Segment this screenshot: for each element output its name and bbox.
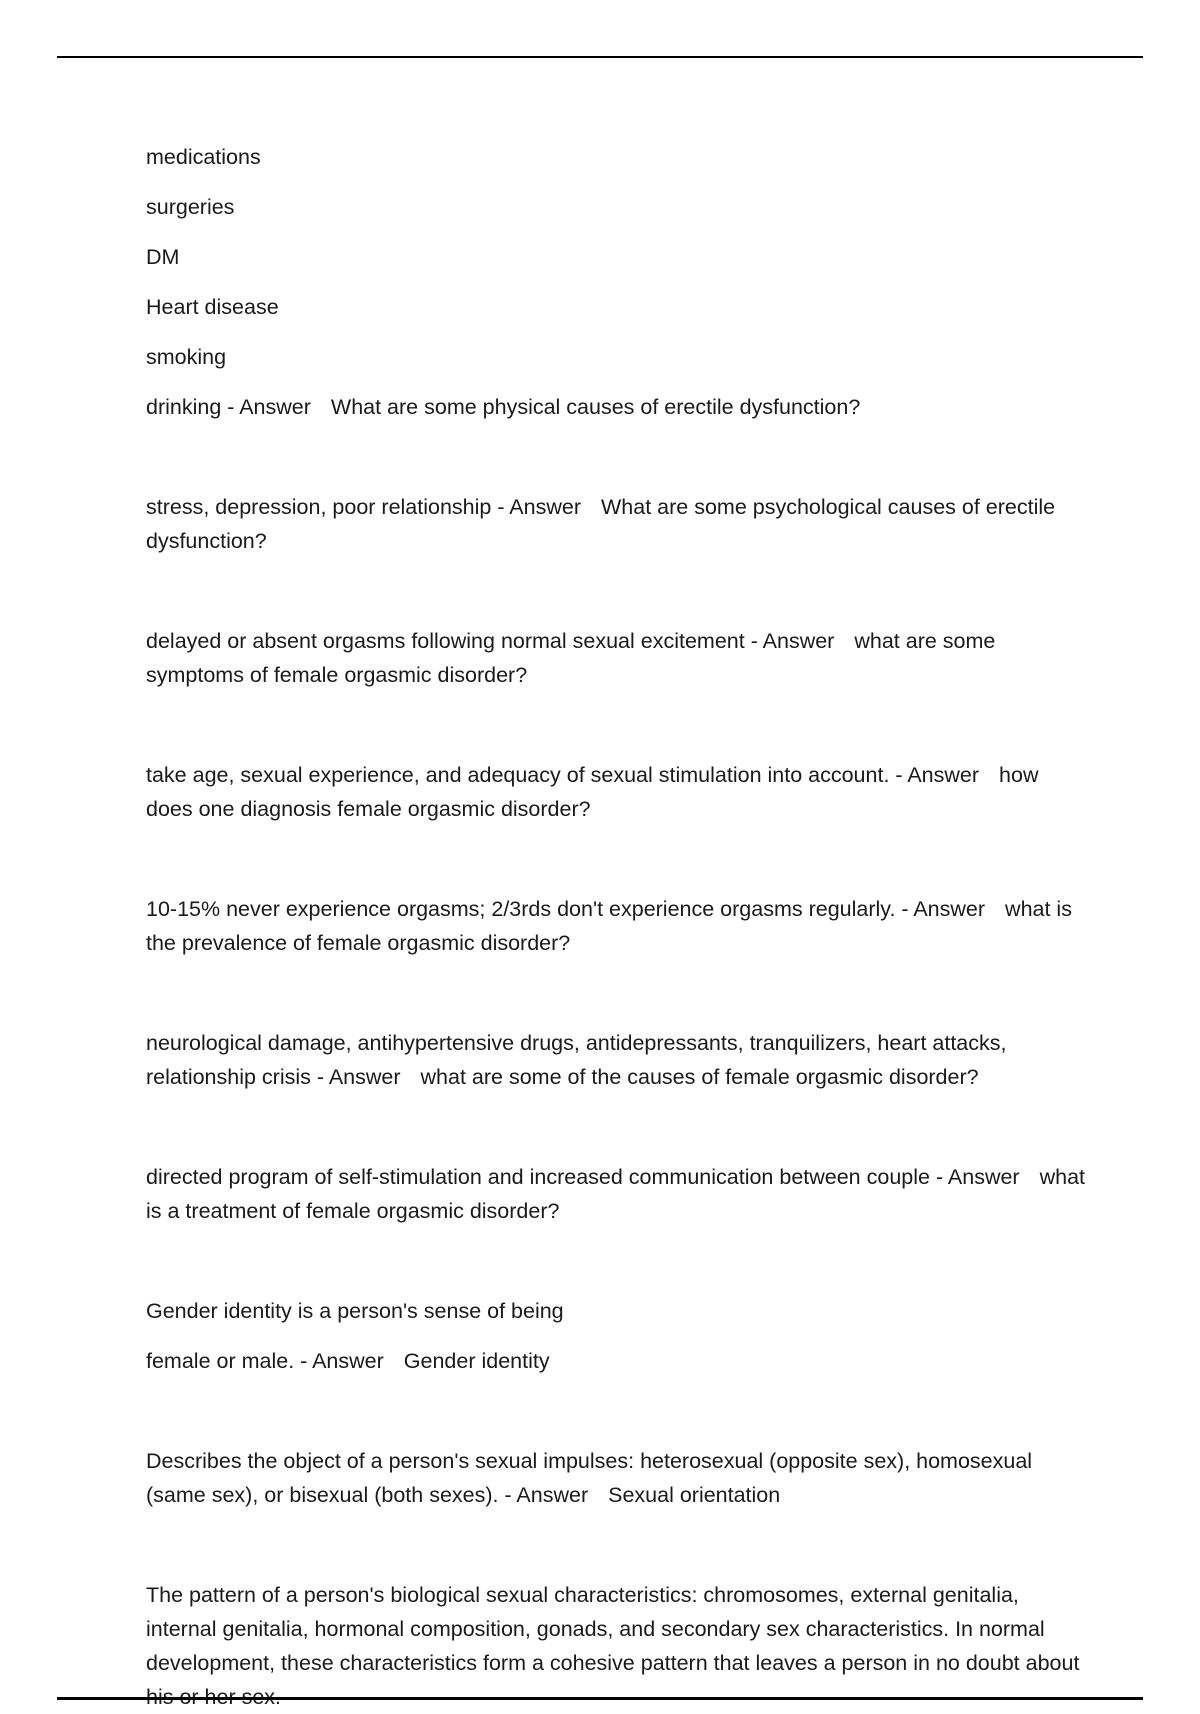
flashcard <box>146 1026 1086 1094</box>
flashcard <box>146 892 1086 960</box>
list-line: surgeries <box>146 195 235 219</box>
card-question: what is a treatment of female orgasmic disorder? <box>146 1165 1086 1223</box>
card-question: how does one diagnosis female orgasmic disorder? <box>146 763 1039 821</box>
flashcard <box>146 624 1086 692</box>
card-answer: female or male. - Answer <box>146 1349 384 1373</box>
card-question: what is the prevalence of female orgasmic disorder? <box>146 897 1072 955</box>
card-answer: Describes the object of a person's sexual impulses: heterosexual (opposite sex), homosexual (same sex), or bisexual (both sexes). - Answer <box>146 1449 1033 1507</box>
list-line: smoking <box>146 345 227 369</box>
card-question: what are some symptoms of female orgasmic disorder? <box>146 629 996 687</box>
flashcard <box>146 1344 1086 1378</box>
card-answer: stress, depression, poor relationship - Answer <box>146 495 581 519</box>
card-answer: take age, sexual experience, and adequacy of sexual stimulation into account. - Answer <box>146 763 980 787</box>
list-line: DM <box>146 245 180 269</box>
card-question: what are some of the causes of female orgasmic disorder? <box>420 1065 979 1089</box>
list-line: medications <box>146 145 261 169</box>
flashcard <box>146 490 1086 558</box>
card-question: Gender identity <box>403 1349 550 1373</box>
card-question: What are some psychological causes of erectile dysfunction? <box>146 495 1056 553</box>
card-answer: directed program of self-stimulation and increased communication between couple - Answer <box>146 1165 1020 1189</box>
final-paragraph: The pattern of a person's biological sexual characteristics: chromosomes, external genitalia, internal genitalia, hormonal composition, gonads, and secondary sex characteristics. In normal development, these characteristics form a cohesive pattern that leaves a person in no doubt about his or her sex. <box>146 1583 1080 1709</box>
gender-line: Gender identity is a person's sense of being <box>146 1299 564 1323</box>
flashcard <box>146 390 1086 424</box>
card-answer: delayed or absent orgasms following normal sexual excitement - Answer <box>146 629 835 653</box>
flashcard <box>146 1160 1086 1228</box>
card-question: Sexual orientation <box>608 1483 781 1507</box>
flashcard <box>146 758 1086 826</box>
footer-rule <box>57 1697 1143 1700</box>
card-question: What are some physical causes of erectile dysfunction? <box>330 395 861 419</box>
card-answer: neurological damage, antihypertensive drugs, antidepressants, tranquilizers, heart attacks, relationship crisis - Answer <box>146 1031 1007 1089</box>
list-line: Heart disease <box>146 295 279 319</box>
document-body <box>146 140 1086 1709</box>
flashcard <box>146 1444 1086 1512</box>
card-answer: 10-15% never experience orgasms; 2/3rds don't experience orgasms regularly. - Answer <box>146 897 986 921</box>
card-answer: drinking - Answer <box>146 395 311 419</box>
header-rule <box>57 56 1143 58</box>
